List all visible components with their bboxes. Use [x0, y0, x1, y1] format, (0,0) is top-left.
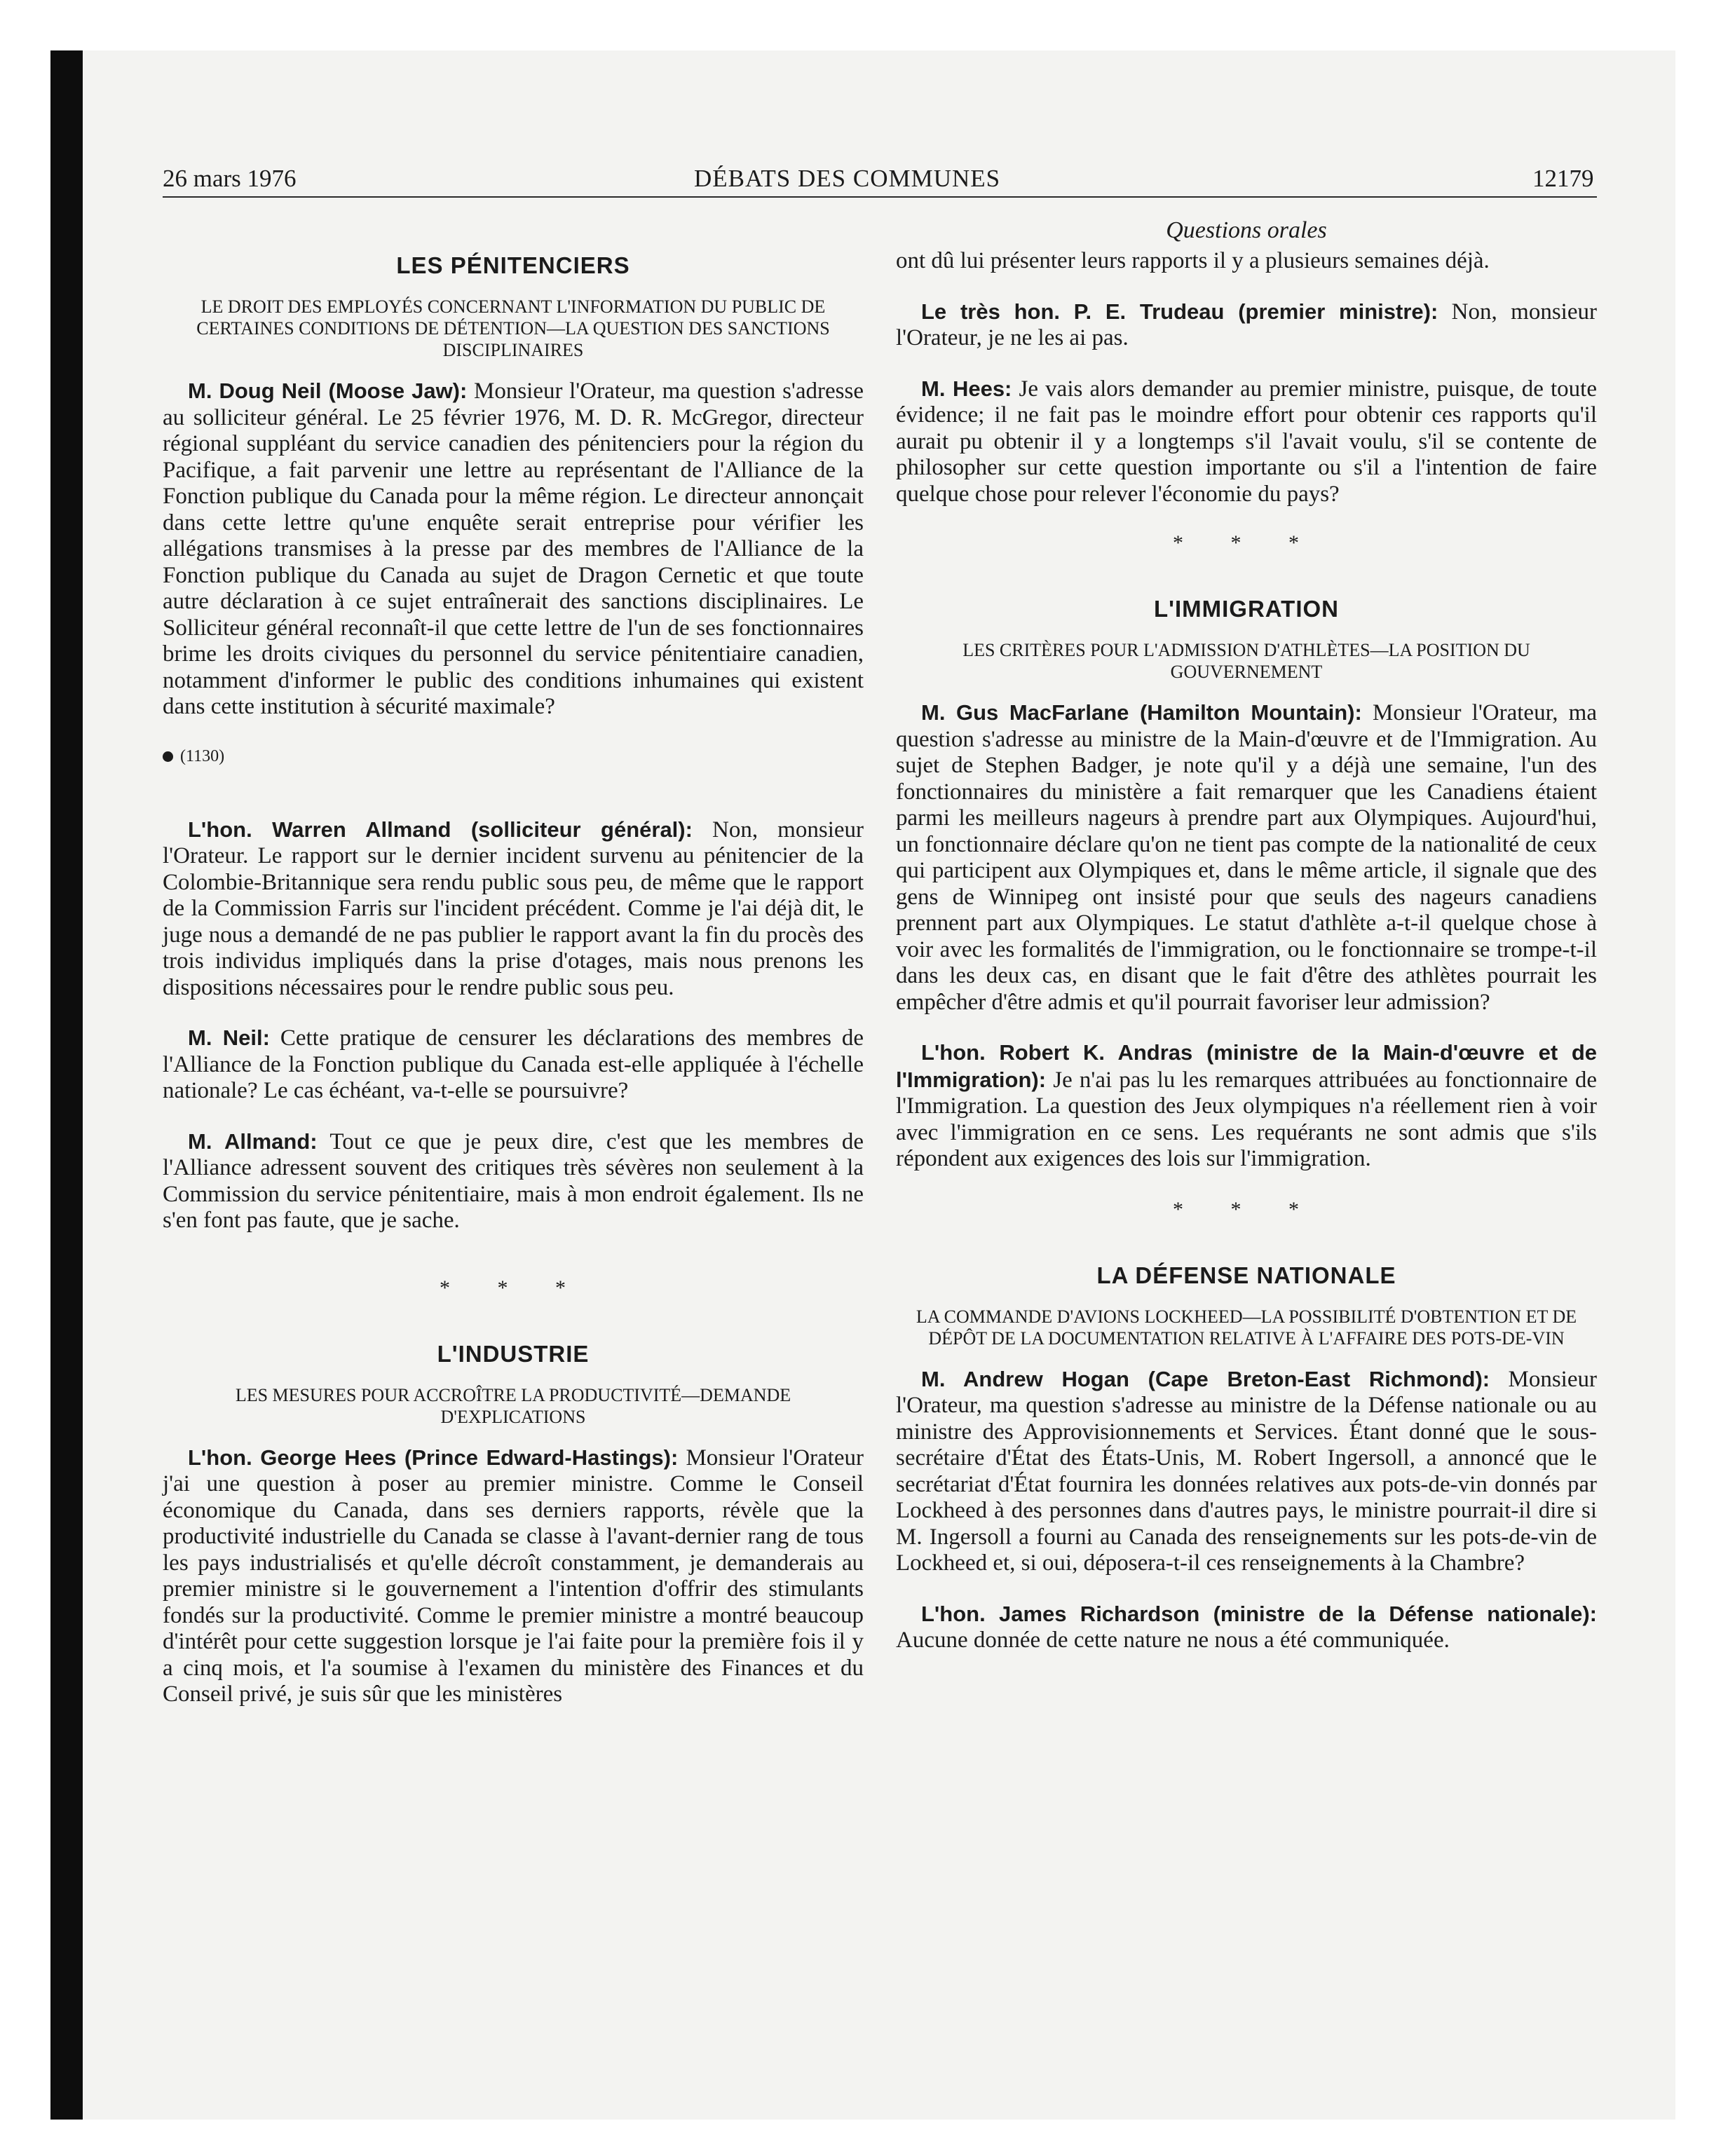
section-subtitle-defense: LA COMMANDE D'AVIONS LOCKHEED—LA POSSIBILITÉ D'OBTENTION ET DE DÉPÔT DE LA DOCUMENTATION RELATIVE À L'AFFAIRE DES POTS-DE-VIN	[916, 1306, 1577, 1349]
header-page-number: 12179	[1532, 165, 1594, 192]
paragraph-neil-followup	[163, 1025, 864, 1105]
section-title-industrie: L'INDUSTRIE	[437, 1340, 590, 1367]
paragraph-trudeau-answer	[896, 299, 1597, 352]
paragraph-text: Je n'ai pas lu les remarques attribuées au fonctionnaire de l'Immigration. La question des Jeux olympiques n'a réellement rien à voir avec l'immigration en ce sens. Les requérants ne sont admis que s'ils répondent aux exigences des lois sur l'immigration.	[896, 1067, 1597, 1171]
time-marker	[163, 747, 864, 766]
speaker-name: M. Gus MacFarlane (Hamilton Mountain):	[921, 700, 1362, 725]
left-column	[163, 207, 864, 1732]
paragraph-richardson-answer	[896, 1601, 1597, 1654]
paragraph-text: Cette pratique de censurer les déclarations des membres de l'Alliance de la Fonction publique du Canada est-elle appliquée à l'échelle nationale? Le cas échéant, va-t-elle se poursuivre?	[163, 1025, 864, 1103]
paragraph-text: Non, monsieur l'Orateur, je ne les ai pas.	[896, 299, 1597, 350]
header-rule	[163, 196, 1597, 198]
right-column	[896, 207, 1597, 1678]
scan-binding-edge	[50, 50, 83, 2120]
section-title-defense: LA DÉFENSE NATIONALE	[1096, 1262, 1396, 1288]
speaker-name: Le très hon. P. E. Trudeau (premier ministre):	[921, 299, 1438, 324]
paragraph-text: Non, monsieur l'Orateur. Le rapport sur le dernier incident survenu au pénitencier de la Colombie-Britannique sera rendu public sous peu, de même que le rapport de la Commission Farris sur l'incident précédent. Comme je l'ai déjà dit, le juge nous a demandé de ne pas publier le rapport avant la fin du procès des trois individus impliqués dans la prise d'otages, mais nous prenons les dispositions nécessaires pour le rendre public sous peu.	[163, 817, 864, 1000]
speaker-name: M. Hees:	[921, 376, 1012, 401]
speaker-name: M. Andrew Hogan (Cape Breton-East Richmond):	[921, 1366, 1490, 1391]
running-subheading: Questions orales	[1166, 217, 1327, 243]
speaker-name: L'hon. Robert K. Andras (ministre de la Main-d'œuvre et de l'Immigration):	[896, 1040, 1597, 1092]
speaker-name: M. Allmand:	[188, 1128, 318, 1154]
header-date: 26 mars 1976	[163, 165, 297, 192]
section-separator: * * *	[440, 1276, 587, 1299]
paragraph-hees-followup	[896, 376, 1597, 508]
section-separator: * * *	[1173, 1197, 1320, 1221]
section-title-immigration: L'IMMIGRATION	[1153, 596, 1340, 622]
bullet-icon	[163, 751, 173, 762]
paragraph-hees-continuation: ont dû lui présenter leurs rapports il y a plusieurs semaines déjà.	[896, 248, 1490, 273]
paragraph-andras-answer	[896, 1039, 1597, 1173]
header-publication-title: DÉBATS DES COMMUNES	[694, 165, 1001, 192]
paragraph-text: Monsieur l'Orateur, ma question s'adresse au ministre de la Main-d'œuvre et de l'Immigration. Au sujet de Stephen Badger, je note qu'il y a déjà une semaine, l'un des fonctionnaires du ministère a fait remarquer que les Canadiens étaient parmi les meilleurs nageurs à prendre part aux Olympiques. Aujourd'hui, un fonctionnaire déclare qu'on ne tient pas compte de la nationalité de ceux qui participent aux Olympiques et, dans le même article, il signale que des gens de Winnipeg ont insisté pour que seuls des nageurs canadiens prennent part aux Olympiques. Le statut d'athlète a-t-il quelque chose à voir avec les formalités de l'immigration, ou le fonctionnaire se trompe-t-il dans les deux cas, en disant que le fait d'être des athlètes pourrait les empêcher d'être admis et qu'il pourrait favoriser leur admission?	[896, 700, 1597, 1015]
speaker-name: L'hon. George Hees (Prince Edward-Hastings):	[188, 1445, 679, 1470]
speaker-name: M. Neil:	[188, 1025, 270, 1050]
paragraph-text: Monsieur l'Orateur, ma question s'adresse au solliciteur général. Le 25 février 1976, M. D. R. McGregor, directeur régional suppléant du service canadien des pénitenciers pour la région du Pacifique, a fait parvenir une lettre au représentant de l'Alliance de la Fonction publique du Canada pour la même région. Le directeur annonçait dans cette lettre qu'une enquête serait entreprise pour vérifier les allégations transmises à la presse par des membres de l'Alliance de la Fonction publique du Canada au sujet de Dragon Cernetic et que toute autre déclaration à ce sujet entraînerait des sanctions disciplinaires. Le Solliciteur général reconnaît-il que cette lettre de l'un de ses fonctionnaires brime les droits civiques du personnel du service pénitentiaire canadien, notamment d'informer le public des conditions inhumaines qui existent dans cette institution à sécurité maximale?	[163, 378, 864, 719]
section-subtitle-industrie: LES MESURES POUR ACCROÎTRE LA PRODUCTIVITÉ—DEMANDE D'EXPLICATIONS	[235, 1384, 791, 1427]
section-title-penitenciers: LES PÉNITENCIERS	[396, 252, 630, 278]
paragraph-hees-question	[163, 1445, 864, 1708]
paragraph-text: Aucune donnée de cette nature ne nous a été communiquée.	[896, 1628, 1450, 1653]
speaker-name: L'hon. James Richardson (ministre de la Défense nationale):	[921, 1601, 1597, 1626]
paragraph-macfarlane-question	[896, 700, 1597, 1016]
paragraph-allmand-answer	[163, 817, 864, 1002]
paragraph-text: Je vais alors demander au premier ministre, puisque, de toute évidence; il ne fait pas le moindre effort pour obtenir ces rapports qu'il aurait pu obtenir il y a longtemps s'il l'avait voulu, s'il se contente de philosopher sur cette question importante ou s'il a l'intention de faire quelque chose pour relever l'économie du pays?	[896, 376, 1598, 507]
speaker-name: M. Doug Neil (Moose Jaw):	[188, 378, 468, 403]
paragraph-text: Tout ce que je peux dire, c'est que les membres de l'Alliance adressent souvent des critiques très sévères non seulement à la Commission du service pénitentiaire, mais à mon endroit également. Ils ne s'en font pas faute, que je sache.	[163, 1128, 864, 1233]
section-subtitle-immigration: LES CRITÈRES POUR L'ADMISSION D'ATHLÈTES—LA POSITION DU GOUVERNEMENT	[962, 640, 1530, 682]
paragraph-text: Monsieur l'Orateur j'ai une question à poser au premier ministre. Comme le Conseil économique du Canada, dans ses derniers rapports, révèle que la productivité industrielle du Canada se classe à l'avant-dernier rang de tous les pays industrialisés et qu'elle décroît constamment, je demanderais au premier ministre si le gouvernement a l'intention d'offrir des stimulants fondés sur la productivité. Comme le premier ministre a montré beaucoup d'intérêt pour cette suggestion lorsque je l'ai faite pour la première fois il y a cinq mois, et l'a soumise à l'examen du ministère des Finances et du Conseil privé, je suis sûr que les ministères	[163, 1445, 864, 1707]
paragraph-text: Monsieur l'Orateur, ma question s'adresse au ministre de la Défense nationale ou au ministre des Approvisionnements et Services. Étant donné que le sous-secrétaire d'État des États-Unis, M. Robert Ingersoll, a annoncé que le secrétariat d'État fournira les données relatives aux pots-de-vin donnés par Lockheed à des personnes dans d'autres pays, le ministre pourrait-il dire si M. Ingersoll a fourni au Canada des renseignements sur les pots-de-vin de Lockheed et, si oui, déposera-t-il ces renseignements à la Chambre?	[896, 1366, 1597, 1576]
time-marker-label: (1130)	[180, 746, 225, 765]
section-subtitle-penitenciers: LE DROIT DES EMPLOYÉS CONCERNANT L'INFORMATION DU PUBLIC DE CERTAINES CONDITIONS DE DÉTENTION—LA QUESTION DES SANCTIONS DISCIPLINAIRES	[196, 296, 830, 360]
speaker-name: L'hon. Warren Allmand (solliciteur général):	[188, 817, 693, 842]
section-separator: * * *	[1173, 531, 1320, 554]
paragraph-hogan-question	[896, 1366, 1597, 1577]
paragraph-allmand-followup	[163, 1128, 864, 1234]
paragraph-neil-question	[163, 378, 864, 721]
